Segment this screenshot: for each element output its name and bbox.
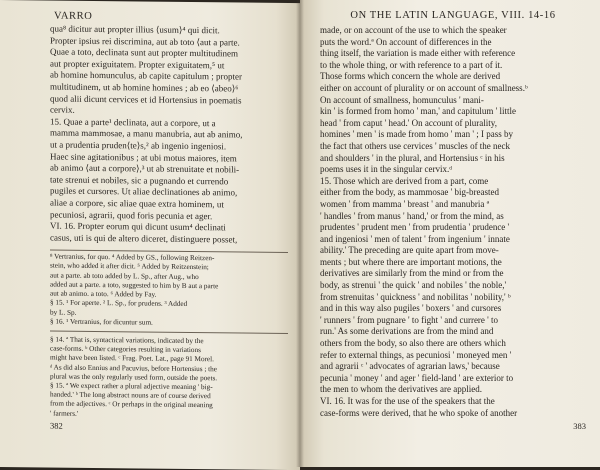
left-line: added aut a parte. a toto, suggested to him by B aut a parte <box>50 280 219 291</box>
right-line: and ingeniosi ' men of talent ' from ingenium ' innate <box>320 233 510 244</box>
right-line: ability.' The preceding are quite apart from move- <box>320 245 499 256</box>
right-line: poems uses it in the singular cervix.ᵈ <box>320 164 453 175</box>
left-footnotes <box>50 335 292 420</box>
right-line: 15. Those which are derived from a part, come <box>320 175 489 186</box>
left-line: ab homine homunculus, ab capite capitulum ; propter <box>50 69 242 82</box>
notes-rule <box>50 330 288 333</box>
left-line: aut propter exiguitatem. Propter exiguitatem,⁵ ut <box>50 58 225 71</box>
right-line: refer to external things, as pecuniosi ' moneyed men ' <box>320 349 512 360</box>
left-line: plural was the only regularly used form, outside the poets. <box>50 372 218 382</box>
right-line: Those forms which concern the whole are derived <box>320 71 501 82</box>
book-gutter <box>296 0 304 467</box>
right-line: puts the word.ª On account of differences in the <box>320 36 492 47</box>
left-line: ' farmers.' <box>50 409 79 418</box>
left-line: by L. Sp. <box>50 308 77 317</box>
left-line: 15. Quae a parte¹ declinata, aut a corpore, ut a <box>50 116 216 129</box>
left-main-text <box>50 24 292 247</box>
right-line: to the whole thing, or with reference to a part of it. <box>320 59 503 70</box>
right-line: and agrarii ᶜ ' advocates of agrarian laws,' because <box>320 361 500 372</box>
left-line: stein, who added it after dicit. ⁵ Added by Reitzenstein; <box>50 262 209 272</box>
right-line: On account of smallness, homunculus ' mani- <box>320 94 484 105</box>
right-line: ' handles ' from manus ' hand,' or from the mind, as <box>320 210 504 221</box>
right-line: homines ' men ' is made from homo ' man ' ; I pass by <box>320 129 513 140</box>
left-line: casus, uti is qui de altero diceret, distinguere posset, <box>50 232 238 245</box>
right-line: either on account of plurality or on account of smallness.ᵇ <box>320 82 528 93</box>
right-line: and shoulders ' in the plural, and Hortensius ᶜ in his <box>320 152 505 163</box>
right-line: VI. 16. It was for the use of the speakers that the <box>320 396 495 406</box>
left-line: handed.' ᵇ The long abstract nouns are of course derived <box>50 390 211 401</box>
right-running-head: ON THE LATIN LANGUAGE, VIII. 14-16 <box>350 10 556 21</box>
right-line: kin ' is formed from homo ' man,' and capitulum ' little <box>320 106 516 117</box>
left-apparatus <box>50 253 292 329</box>
left-page-number: 382 <box>50 420 63 431</box>
right-line: either from the body, as mammosae ' big-breasted <box>320 187 499 198</box>
left-running-head: VARRO <box>54 10 93 22</box>
left-line: § 15. ª We expect rather a plural adjective meaning ' big- <box>50 381 213 392</box>
right-line: body, as strenui ' the quick ' and nobiles ' the noble,' <box>320 280 507 291</box>
right-line: ' runners ' from pugnare ' to fight ' and currere ' to <box>320 314 499 325</box>
right-line: head ' from caput ' head.' On account of plurality, <box>320 117 497 128</box>
left-line: ⁸ Vertranius, for quo. ⁴ Added by GS., following Reitzen- <box>50 252 215 263</box>
left-line: from the adjectives. ᶜ Or perhaps in the original meaning <box>50 399 213 410</box>
right-line: prudentes ' prudent men ' from prudentia ' prudence ' <box>320 222 510 233</box>
right-line: others from the body, so also there are others which <box>320 338 506 349</box>
left-line: multitudinem, ut ab homine homines ; ab eo ⟨abeo⟩⁶ <box>50 81 239 94</box>
left-line: aliae a corpore, sic aliae quae extra hominem, ut <box>50 197 224 210</box>
right-line: the fact that others use cervices ' muscles of the neck <box>320 140 511 151</box>
left-line: § 15. ¹ For aperte. ² L. Sp., for prudens. ³ Added <box>50 298 188 309</box>
left-line: ᵈ As did also Ennius and Pacuvius, before Hortensius ; the <box>50 363 217 373</box>
right-main-text <box>320 25 586 419</box>
right-page-number: 383 <box>573 421 586 432</box>
left-line: pugiles et cursores. Ut aliae declinationes ab animo, <box>50 185 238 198</box>
left-line: cervix. <box>50 104 75 115</box>
left-line: Haec sine agitationibus ; at ubi motus maiores, item <box>50 151 237 164</box>
left-line: aut a parte. ab toto added by L. Sp., after Aug., who <box>50 271 199 281</box>
left-line: qua⁸ dicitur aut propter illius ⟨usum⟩⁴ qui dicit. <box>50 23 220 36</box>
right-line: ments ; but where there are important motions, the <box>320 256 502 267</box>
left-line: pecuniosi, agrarii, quod foris pecunia et ager. <box>50 209 213 221</box>
right-line: made, or on account of the use to which the speaker <box>320 25 507 35</box>
left-line: § 16. ¹ Vertranius, for dicuntur sum. <box>50 317 153 327</box>
right-line: from strenuitas ' quickness ' and nobilitas ' nobility,' ᵇ <box>320 291 511 302</box>
left-line: mamma mammosae, a manu manubria, aut ab animo, <box>50 127 243 140</box>
left-line: ut a prudentia pruden⟨te⟩s,² ab ingenio ingeniosi. <box>50 139 227 152</box>
left-line: tate strenui et nobiles, sic a pugnando et currendo <box>50 174 229 187</box>
right-line: case-forms were derived, that he who spoke of another <box>320 407 518 418</box>
left-line: Quae a toto, declinata sunt aut propter multitudinem <box>50 46 238 59</box>
left-line: ab animo ⟨aut a corpore⟩,³ ut ab strenuitate et nobili- <box>50 162 240 175</box>
left-line: VI. 16. Propter eorum qui dicunt usum⁴ declinati <box>50 220 226 233</box>
right-line: the men to whom the derivatives are applied. <box>320 384 482 395</box>
right-line: run.' As some derivations are from the mind and <box>320 326 494 337</box>
right-line: pecunia ' money ' and ager ' field-land ' are exterior to <box>320 372 514 383</box>
left-line: case-forms. ᵇ Other categories resulting in variations <box>50 344 201 355</box>
left-line: might have been listed. ᶜ Frag. Poet. Lat., page 91 Morel. <box>50 353 214 364</box>
right-line: women ' from mamma ' breast ' and manubria ª <box>320 198 490 209</box>
right-line: derivatives are similarly from the mind or from the <box>320 268 504 279</box>
left-line: quod alii dicunt cervices et id Hortensius in poematis <box>50 93 242 106</box>
left-line: § 14. ª That is, syntactical variations, indicated by the <box>50 335 204 346</box>
right-line: and in this way also pugiles ' boxers ' and cursores <box>320 303 502 314</box>
left-line: Propter ipsius rei discrimina, aut ab toto ⟨aut a parte. <box>50 35 240 48</box>
left-line: aut ab animo. a toto. ⁶ Added by Fay. <box>50 289 157 299</box>
right-page <box>300 0 600 467</box>
right-line: thing itself, the variation is made either with reference <box>320 48 516 59</box>
